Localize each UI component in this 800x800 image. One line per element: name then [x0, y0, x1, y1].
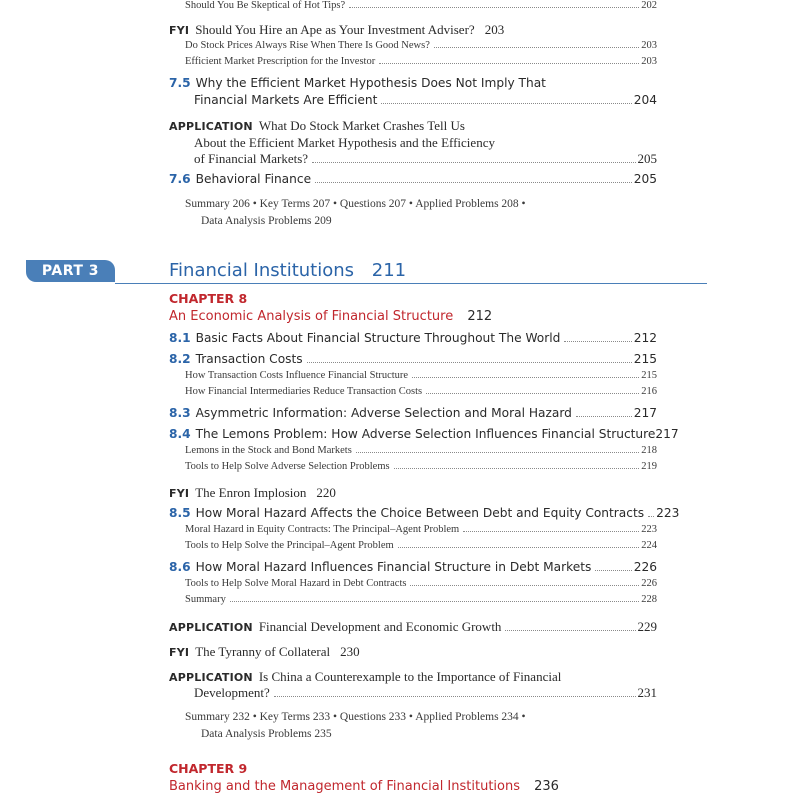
toc-entry-page: 203	[641, 56, 657, 67]
toc-entry-page: 202	[641, 0, 657, 11]
toc-entry-page: 218	[641, 445, 657, 456]
dot-leader	[379, 63, 639, 64]
dot-leader	[394, 468, 640, 469]
application-tag: APPLICATION	[169, 120, 253, 133]
toc-entry-title: Tools to Help Solve the Principal–Agent Problem	[185, 540, 394, 551]
toc-entry-title: Tools to Help Solve Adverse Selection Problems	[185, 461, 390, 472]
chapter-page: 212	[467, 309, 493, 324]
toc-entry-title: The Lemons Problem: How Adverse Selection Influences Financial Structure	[195, 427, 656, 441]
toc-entry-title: of Financial Markets?	[194, 151, 309, 166]
dot-leader	[230, 601, 639, 602]
section-number: 7.6	[169, 172, 191, 186]
toc-entry-page: 219	[641, 461, 657, 472]
toc-entry[interactable]	[185, 370, 657, 381]
chapter-title-text: Banking and the Management of Financial Institutions	[169, 779, 520, 794]
section-number: 8.4	[169, 427, 191, 441]
toc-entry-title: Is China a Counterexample to the Importance of Financial	[258, 669, 562, 684]
toc-entry-page: 205	[637, 151, 657, 166]
toc-entry[interactable]	[185, 0, 657, 11]
dot-leader	[412, 377, 639, 378]
dot-leader	[307, 362, 632, 363]
toc-entry-page: 203	[641, 40, 657, 51]
section-number: 8.1	[169, 331, 191, 345]
toc-entry-title: Should You Be Skeptical of Hot Tips?	[185, 0, 346, 11]
part-badge: PART 3	[26, 260, 115, 282]
toc-entry[interactable]	[185, 386, 657, 397]
toc-entry[interactable]	[185, 56, 657, 67]
toc-entry-page: 217	[655, 427, 679, 441]
toc-entry-page: 223	[641, 524, 657, 535]
chapter-page: 236	[534, 779, 559, 794]
toc-entry-title: Why the Efficient Market Hypothesis Does Not Imply That	[195, 76, 546, 90]
application-tag: APPLICATION	[169, 671, 253, 684]
toc-entry[interactable]	[185, 594, 657, 605]
toc-entry-title: How Financial Intermediaries Reduce Transaction Costs	[185, 386, 423, 397]
chapter-title[interactable]	[169, 779, 559, 794]
toc-entry-title: Lemons in the Stock and Bond Markets	[185, 445, 352, 456]
toc-entry-title: Do Stock Prices Always Rise When There Is Good News?	[185, 40, 430, 51]
toc-entry-title: How Moral Hazard Affects the Choice Between Debt and Equity Contracts	[195, 506, 645, 520]
toc-entry-page: 216	[641, 386, 657, 397]
toc-entry-page: 229	[637, 619, 657, 634]
chapter-summary-line: Data Analysis Problems 209	[201, 215, 332, 227]
toc-entry-title: Behavioral Finance	[195, 172, 312, 186]
dot-leader	[356, 452, 639, 453]
toc-entry-application-cont[interactable]	[194, 135, 657, 151]
toc-entry-page: 203	[484, 22, 505, 37]
dot-leader	[312, 162, 635, 163]
dot-leader	[648, 516, 654, 517]
toc-entry-title: Transaction Costs	[195, 352, 303, 366]
toc-section-8-2[interactable]	[169, 352, 657, 366]
chapter-title[interactable]	[169, 309, 492, 324]
toc-entry-application[interactable]	[169, 669, 657, 685]
toc-entry-page: 226	[641, 578, 657, 589]
toc-entry-page: 215	[633, 352, 657, 366]
part-title[interactable]	[169, 260, 406, 281]
toc-entry-page: 204	[633, 93, 657, 107]
toc-entry-title: Summary	[185, 594, 226, 605]
section-number: 7.5	[169, 76, 191, 90]
dot-leader	[315, 182, 632, 183]
toc-entry[interactable]	[185, 445, 657, 456]
toc-entry-title: Tools to Help Solve Moral Hazard in Debt Contracts	[185, 578, 407, 589]
toc-entry-page: 231	[637, 685, 657, 700]
section-number: 8.6	[169, 560, 191, 574]
toc-section-7-6[interactable]	[169, 172, 657, 186]
toc-section-8-5[interactable]	[169, 506, 680, 520]
toc-entry-page: 205	[633, 172, 657, 186]
toc-section-8-3[interactable]	[169, 406, 657, 420]
chapter-summary-line: Summary 232 • Key Terms 233 • Questions 233 • Applied Problems 234 •	[185, 711, 526, 723]
toc-entry-title: About the Efficient Market Hypothesis and the Efficiency	[194, 135, 495, 150]
toc-section-8-1[interactable]	[169, 331, 657, 345]
toc-entry-application-cont[interactable]	[194, 151, 657, 167]
application-tag: APPLICATION	[169, 621, 253, 634]
section-number: 8.3	[169, 406, 191, 420]
toc-section-8-6[interactable]	[169, 560, 657, 574]
dot-leader	[595, 570, 631, 571]
chapter-label: CHAPTER 8	[169, 291, 248, 306]
toc-entry-title: Should You Hire an Ape as Your Investment Adviser?	[195, 22, 475, 37]
toc-entry-page: 226	[633, 560, 657, 574]
toc-entry-page: 224	[641, 540, 657, 551]
toc-entry-title: Development?	[194, 685, 270, 700]
fyi-tag: FYI	[169, 24, 190, 37]
dot-leader	[463, 531, 639, 532]
toc-entry[interactable]	[185, 540, 657, 551]
chapter-label: CHAPTER 9	[169, 761, 248, 776]
dot-leader	[426, 393, 639, 394]
toc-entry-title: The Tyranny of Collateral	[195, 644, 331, 659]
toc-entry-page: 223	[656, 506, 680, 520]
toc-entry-title: Financial Development and Economic Growth	[258, 619, 502, 634]
toc-section-7-5-cont[interactable]	[194, 93, 657, 107]
dot-leader	[564, 341, 631, 342]
dot-leader	[398, 547, 640, 548]
toc-entry[interactable]	[185, 461, 657, 472]
dot-leader	[505, 630, 635, 631]
part-title-text: Financial Institutions	[169, 260, 355, 281]
toc-section-7-5[interactable]	[169, 76, 657, 90]
chapter-summary-line: Data Analysis Problems 235	[201, 728, 332, 740]
toc-entry-page: 217	[633, 406, 657, 420]
fyi-tag: FYI	[169, 646, 190, 659]
dot-leader	[274, 696, 636, 697]
chapter-title-text: An Economic Analysis of Financial Structure	[169, 309, 454, 324]
toc-entry-fyi[interactable]	[169, 22, 657, 38]
toc-entry-title: What Do Stock Market Crashes Tell Us	[258, 118, 465, 133]
dot-leader	[381, 103, 631, 104]
section-number: 8.2	[169, 352, 191, 366]
toc-entry-page: 212	[633, 331, 657, 345]
toc-entry-fyi[interactable]	[169, 644, 657, 660]
toc-entry-application-cont[interactable]	[194, 685, 657, 701]
part-page: 211	[371, 260, 407, 281]
toc-entry-page: 230	[340, 644, 360, 659]
toc-entry-application[interactable]	[169, 619, 657, 635]
dot-leader	[576, 416, 632, 417]
chapter-summary-line: Summary 206 • Key Terms 207 • Questions 207 • Applied Problems 208 •	[185, 198, 526, 210]
toc-entry-title: Financial Markets Are Efficient	[194, 93, 378, 107]
part-divider	[115, 283, 707, 284]
toc-entry-fyi[interactable]	[169, 485, 657, 501]
toc-section-8-4[interactable]	[169, 427, 679, 441]
dot-leader	[434, 47, 639, 48]
toc-entry-page: 215	[641, 370, 657, 381]
toc-entry-title: Moral Hazard in Equity Contracts: The Principal–Agent Problem	[185, 524, 460, 535]
fyi-tag: FYI	[169, 487, 190, 500]
toc-entry[interactable]	[185, 578, 657, 589]
dot-leader	[410, 585, 639, 586]
toc-entry-title: How Transaction Costs Influence Financial Structure	[185, 370, 409, 381]
toc-entry-application[interactable]	[169, 118, 657, 134]
toc-entry-title: How Moral Hazard Influences Financial Structure in Debt Markets	[195, 560, 592, 574]
toc-entry-page: 228	[641, 594, 657, 605]
toc-entry-title: The Enron Implosion	[195, 485, 307, 500]
toc-entry[interactable]	[185, 40, 657, 51]
toc-entry-title: Efficient Market Prescription for the Investor	[185, 56, 376, 67]
dot-leader	[349, 7, 639, 8]
section-number: 8.5	[169, 506, 191, 520]
toc-entry-title: Asymmetric Information: Adverse Selection and Moral Hazard	[195, 406, 572, 420]
toc-entry-page: 220	[316, 485, 336, 500]
toc-entry-title: Basic Facts About Financial Structure Throughout The World	[195, 331, 561, 345]
toc-entry[interactable]	[185, 524, 657, 535]
